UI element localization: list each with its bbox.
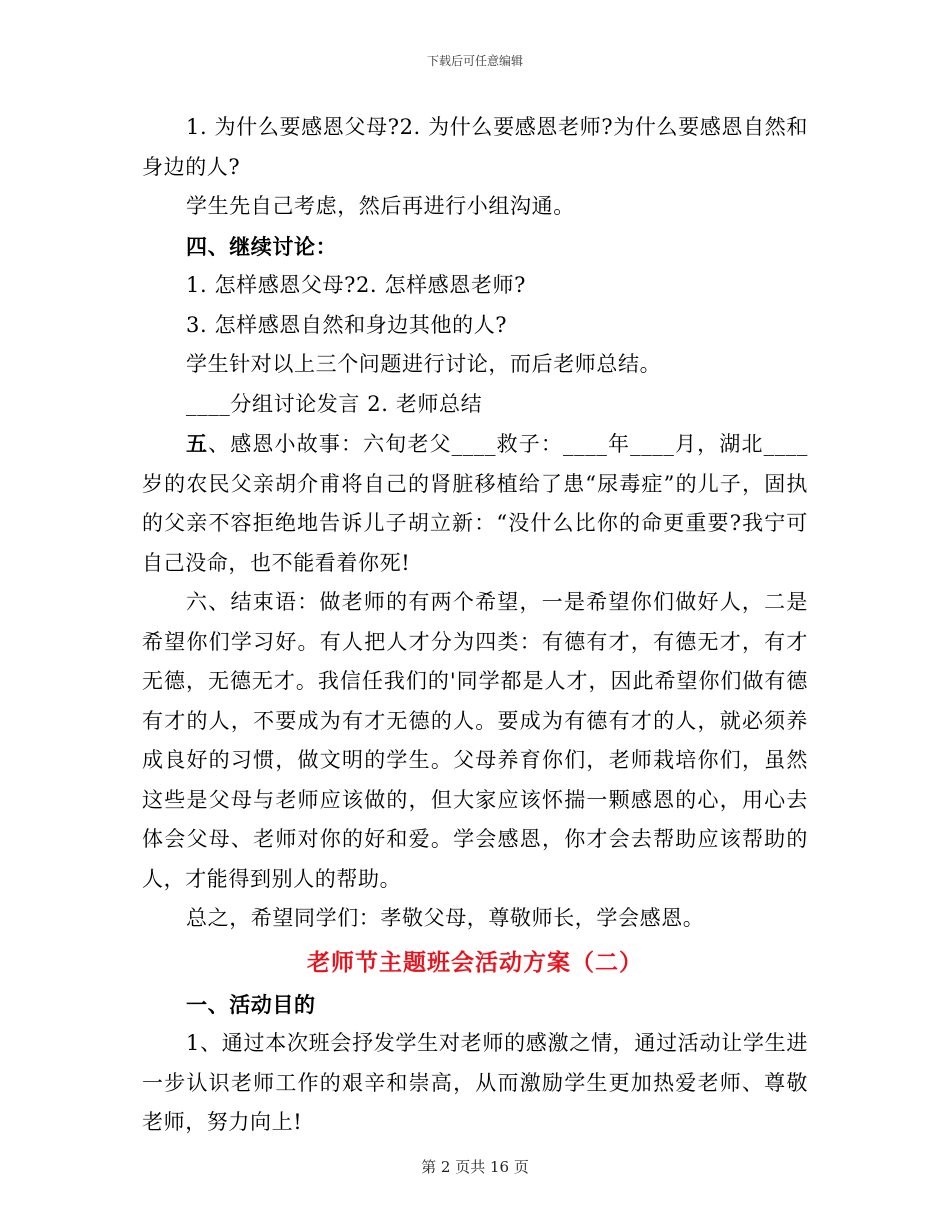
document-body [142,108,808,1143]
paragraph-group-speech: ____分组讨论发言 2. 老师总结 [186,391,483,416]
page-header: 下载后可任意编辑 [426,54,523,68]
section-title: 老师节主题班会活动方案（二） [307,948,643,976]
heading-continue-discussion: 四、继续讨论： [186,233,338,259]
paragraph-closing-number: 六 [186,590,209,614]
paragraph-purpose-1-number: 1 [186,1031,200,1055]
paragraph-question-why: 1. 为什么要感恩父母?2. 为什么要感恩老师?为什么要感恩自然和身边的人? [142,115,808,179]
heading-activity-purpose: 一、活动目的 [186,991,316,1017]
paragraph-purpose-1-text: 、通过本次班会抒发学生对老师的感激之情，通过活动让学生进一步认识老师工作的艰辛和崇高，从而激励学生更加热爱老师、尊敬老师，努力向上! [142,1031,808,1134]
paragraph-closing [142,583,808,899]
paragraph-story-text: 、感恩小故事：六旬老父____救子：____年____月，湖北____岁的农民父亲胡介甫将自己的肾脏移植给了患“尿毒症”的儿子，固执的父亲不容拒绝地告诉儿子胡立新：“没什么比你的命更重要?我宁可自己没命，也不能看着你死! [142,432,808,575]
paragraph-story-number: 五 [186,431,209,456]
paragraph-self-think: 学生先自己考虑，然后再进行小组沟通。 [186,194,575,218]
paragraph-story [142,424,808,583]
paragraph-closing-text: 、结束语：做老师的有两个希望，一是希望你们做好人，二是希望你们学习好。有人把人才分为四类：有德有才，有德无才，有才无德，无德无才。我信任我们的'同学都是人才，因此希望你们做有德有才的人，不要成为有才无德的人。要成为有德有才的人，就必须养成良好的习惯，做文明的学生。父母养育你们，老师栽培你们，虽然这些是父母与老师应该做的，但大家应该怀揣一颗感恩的心，用心去体会父母、老师对你的好和爱。学会感恩，你才会去帮助应该帮助的人，才能得到别人的帮助。 [142,590,808,891]
paragraph-purpose-1 [142,1024,808,1143]
paragraph-question-how-1: 1. 怎样感恩父母?2. 怎样感恩老师? [186,273,526,297]
paragraph-discussion-summary: 学生针对以上三个问题进行讨论，而后老师总结。 [186,352,662,376]
paragraph-conclusion: 总之，希望同学们：孝敬父母，尊敬师长，学会感恩。 [186,906,705,930]
paragraph-question-how-2: 3. 怎样感恩自然和身边其他的人? [186,312,508,337]
page-footer: 第 2 页共 16 页 [421,1158,529,1176]
